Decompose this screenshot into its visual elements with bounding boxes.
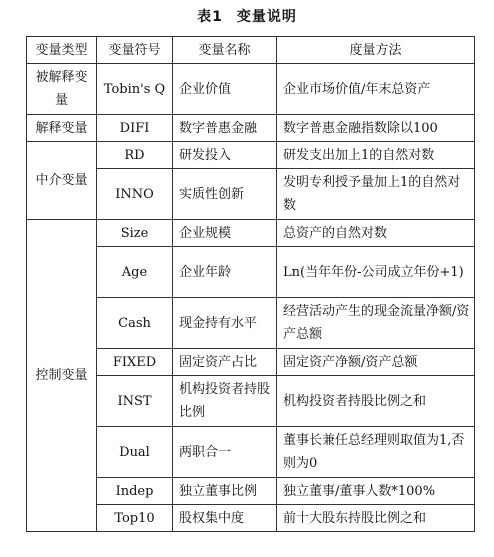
method-cell: 固定资产净额/资产总额 bbox=[277, 349, 475, 376]
name-cell: 机构投资者持股比例 bbox=[173, 376, 277, 427]
symbol-cell: FIXED bbox=[97, 349, 173, 376]
method-cell: 企业市场价值/年末总资产 bbox=[277, 64, 475, 115]
symbol-cell: INNO bbox=[97, 169, 173, 220]
header-symbol: 变量符号 bbox=[97, 37, 173, 64]
name-cell: 两职合一 bbox=[173, 427, 277, 478]
method-cell: 经营活动产生的现金流量净额/资产总额 bbox=[277, 298, 475, 349]
name-cell: 固定资产占比 bbox=[173, 349, 277, 376]
name-cell: 数字普惠金融 bbox=[173, 115, 277, 142]
name-cell: 企业价值 bbox=[173, 64, 277, 115]
header-row bbox=[27, 37, 475, 64]
name-cell: 研发投入 bbox=[173, 142, 277, 169]
header-method: 度量方法 bbox=[277, 37, 475, 64]
table-caption bbox=[0, 6, 494, 26]
name-cell: 企业规模 bbox=[173, 220, 277, 247]
table-row bbox=[27, 142, 475, 169]
symbol-cell: Age bbox=[97, 247, 173, 298]
method-cell: Ln(当年年份-公司成立年份+1) bbox=[277, 247, 475, 298]
category-cell: 解释变量 bbox=[27, 115, 97, 142]
method-cell: 前十大股东持股比例之和 bbox=[277, 505, 475, 532]
table-row bbox=[27, 220, 475, 247]
name-cell: 实质性创新 bbox=[173, 169, 277, 220]
header-name: 变量名称 bbox=[173, 37, 277, 64]
method-cell: 发明专利授予量加上1的自然对数 bbox=[277, 169, 475, 220]
symbol-cell: Size bbox=[97, 220, 173, 247]
category-cell: 中介变量 bbox=[27, 142, 97, 220]
method-cell: 数字普惠金融指数除以100 bbox=[277, 115, 475, 142]
table-title: 变量说明 bbox=[236, 9, 297, 25]
symbol-cell: INST bbox=[97, 376, 173, 427]
table-number: 表1 bbox=[197, 9, 223, 25]
name-cell: 企业年龄 bbox=[173, 247, 277, 298]
method-cell: 董事长兼任总经理则取值为1,否则为0 bbox=[277, 427, 475, 478]
symbol-cell: Top10 bbox=[97, 505, 173, 532]
symbol-cell: Indep bbox=[97, 478, 173, 505]
symbol-cell: RD bbox=[97, 142, 173, 169]
symbol-cell: Tobin's Q bbox=[97, 64, 173, 115]
symbol-cell: Cash bbox=[97, 298, 173, 349]
name-cell: 现金持有水平 bbox=[173, 298, 277, 349]
category-cell: 控制变量 bbox=[27, 220, 97, 532]
method-cell: 独立董事/董事人数*100% bbox=[277, 478, 475, 505]
method-cell: 机构投资者持股比例之和 bbox=[277, 376, 475, 427]
variable-table bbox=[26, 36, 475, 532]
symbol-cell: Dual bbox=[97, 427, 173, 478]
name-cell: 独立董事比例 bbox=[173, 478, 277, 505]
category-cell: 被解释变量 bbox=[27, 64, 97, 115]
method-cell: 总资产的自然对数 bbox=[277, 220, 475, 247]
header-type: 变量类型 bbox=[27, 37, 97, 64]
symbol-cell: DIFI bbox=[97, 115, 173, 142]
table-row bbox=[27, 64, 475, 115]
method-cell: 研发支出加上1的自然对数 bbox=[277, 142, 475, 169]
table-row bbox=[27, 115, 475, 142]
name-cell: 股权集中度 bbox=[173, 505, 277, 532]
